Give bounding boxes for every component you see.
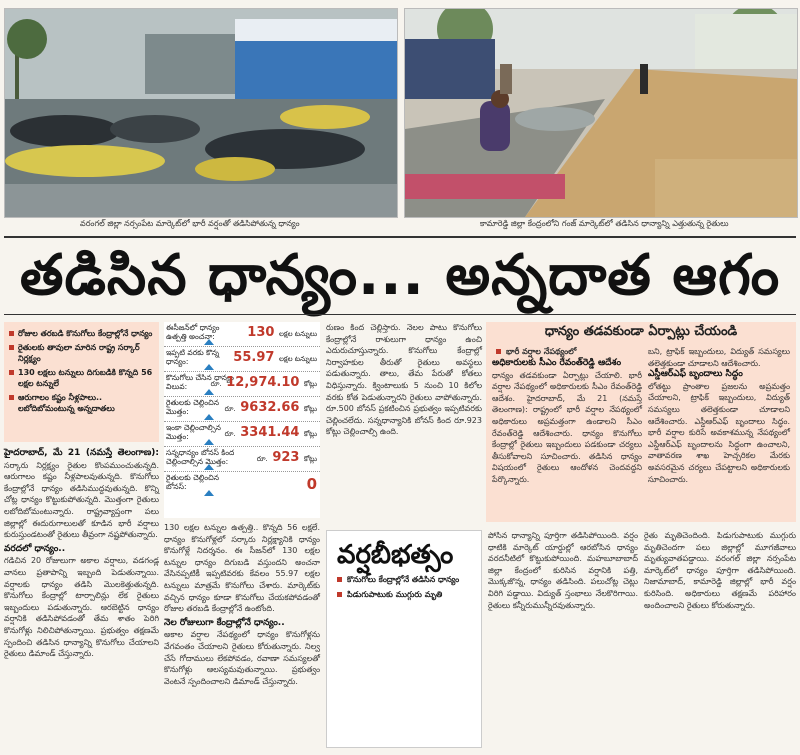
triangle-icon: [204, 364, 214, 370]
article-text: లోతట్టు ప్రాంతాల ప్రజలను అప్రమత్తం చేయాలని, ట్రాఫిక్ ఇబ్బందులు, విద్యుత్ సమస్యలు తలెత్తకుండా చూడాలని ఆదేశించారు. ఎస్డీఆర్ఎఫ్ బృందాలు సిద్ధం. భారీ వర్షాల కురిసే అవకాశమున్న నేపథ్యంలో ఎస్డీఆర్ఎఫ్ బృందాలను సిద్ధంగా ఉంచాలని, వాతావరణ శాఖ హెచ్చరికల మేరకు అవసరమైన చర్యలు చేపట్టాలని అధికారులకు సూచించారు.: [648, 381, 790, 484]
triangle-icon: [204, 464, 214, 470]
stat-row: [164, 372, 320, 397]
highlight-item: ఆరుగాలం కష్టం నీళ్లపాలు.. లబోదిబోమంటున్న అన్నదాతలు: [8, 392, 155, 414]
photo-caption-1: వరంగల్ జిల్లా నర్సంపేట మార్కెట్‌లో భారీ వర్షంతో తడిసిపోతున్న ధాన్యం: [80, 219, 300, 228]
headline: తడిసిన ధాన్యం... అన్నదాత ఆగం: [19, 243, 781, 308]
stat-label: రైతులకు చెల్లించిన మొత్తం:: [166, 398, 220, 416]
highlight-item: రైతులకు తావులా మారిన రాష్ట్ర సర్కార్ నిర్లక్ష్యం: [8, 342, 155, 364]
subheading-flood: వరదలో ధాన్యం..: [4, 543, 66, 554]
stat-value: రూ. 3341.44 కోట్లు: [224, 425, 317, 440]
photo-farmers-collecting-grain: [404, 8, 798, 218]
highlights-box: [4, 322, 159, 442]
triangle-icon: [204, 339, 214, 345]
stat-value: 130 లక్షల టన్నులు: [247, 325, 317, 340]
article-text: 130 లక్షల టన్నుల ఉత్పత్తి.. కొన్నది 56 లక్షలే. ధాన్యం కొనుగోళ్లలో సర్కారు నిర్లక్ష్యానికి ధాన్యం కొనుగోళ్లే నిదర్శనం. ఈ సీజన్‌లో 130 లక్షల టన్నుల ధాన్యం దిగుబడి వస్తుందని అంచనా వేసినప్పటికీ ఇప్పటివరకు కేవలం 55.97 లక్షల టన్నులు మాత్రమే కొనుగోలు చేశారు. మార్కెట్‌కు వచ్చిన ధాన్యం కూడా కొనుగోలు చేయకపోవడంతో రోజుల తరబడి కేంద్రాల్లోనే ఉంటోంది.: [164, 523, 320, 614]
photo-market-scene: [5, 9, 397, 217]
stat-value: 55.97 లక్షల టన్నులు: [233, 350, 317, 365]
stat-row: [164, 422, 320, 447]
triangle-icon: [204, 414, 214, 420]
stat-value: 0: [306, 475, 317, 493]
photo-ganj-market-scene: [405, 9, 797, 217]
stat-row: [164, 472, 320, 497]
stat-label: ఇంకా చెల్లించాల్సిన మొత్తం:: [166, 423, 221, 441]
stat-value: రూ. 9632.66 కోట్లు: [224, 400, 317, 415]
cm-directive-title: ధాన్యం తడవకుండా ఏర్పాట్లు చేయండి: [544, 324, 738, 339]
stat-row: [164, 322, 320, 347]
article-text: రైతు మృతిచెందింది. పిడుగుపాటుకు ముగ్గురు మృతిచెందగా పలు జిల్లాల్లో మూగజీవాలు మృత్యువాతపడ్డాయి. వరంగల్ జిల్లా నర్సంపేట మార్కెట్‌లో ధాన్యం పూర్తిగా తడిసిపోయింది. నిజామాబాద్, కామారెడ్డి జిల్లాల్లో భారీ వర్షం కురిసింది. అధికారులు తక్షణమే పరిహారం అందించాలని రైతులు కోరుతున్నారు.: [644, 531, 796, 610]
stat-label: ఈసీజన్‌లో ధాన్యం ఉత్పత్తి అంచనా:: [166, 323, 220, 341]
divider-top: [4, 236, 796, 238]
photo-wet-grain-market: [4, 8, 398, 218]
stat-row: [164, 397, 320, 422]
photo-caption-2: కామారెడ్డి జిల్లా కేంద్రంలోని గంజ్ మార్కెట్‌లో తడిసిన ధాన్యాన్ని ఎత్తుతున్న రైతులు: [480, 219, 729, 228]
rain-havoc-bullet: పిడుగుపాటుకు ముగ్గురు మృతి: [333, 589, 475, 601]
rain-havoc-bullet: కొనుగోలు కేంద్రాల్లోనే తడిసిన ధాన్యం: [333, 574, 475, 586]
stat-label: ఇప్పటి వరకు కొన్న ధాన్యం:: [166, 348, 220, 366]
article-text: పోసిన ధాన్యాన్ని పూర్తిగా తడిసిపోయింది. వర్షం ధాటికి మార్కెట్ యార్డుల్లో ఆరబోసిన ధాన్యం వరదనీటిలో కొట్టుకుపోయింది. మహబూబాబాద్ జిల్లా కేంద్రంలో కురిసిన వర్షానికి పత్తి, మొక్కజొన్న, ధాన్యం తడిసింది. పలుచోట్ల చెట్లు విరిగి పడ్డాయి. విద్యుత్ స్తంభాలు నేలకొరిగాయి. రైతులు కన్నీరుమున్నీరవుతున్నారు.: [488, 531, 638, 610]
stat-label: సన్నధాన్యం బోనస్ కింద చెల్లించాల్సిన మొత్తం:: [166, 448, 235, 466]
cm-directive-subhead: అధికారులకు సీఎం రేవంత్‌రెడ్డి ఆదేశం: [492, 358, 622, 368]
article-column-4: [488, 530, 638, 611]
article-text: ధాన్యం తడవకుండా ఏర్పాట్లు చేయాలి. భారీ వర్షాల నేపథ్యంలో అధికారులకు సీఎం రేవంత్‌రెడ్డి ఆదేశం. హైదరాబాద్, మే 21 (నమస్తే తెలంగాణ): రాష్ట్రంలో భారీ వర్షాల నేపథ్యంలో అధికారులు అప్రమత్తంగా ఉండాలని సీఎం రేవంత్‌రెడ్డి ఆదేశించారు. ధాన్యం కొనుగోలు కేంద్రాల్లో రైతులు ఇబ్బందులు పడకుండా చర్యలు తీసుకోవాలని సూచించారు. తడిసిన ధాన్యం విషయంలో రైతులు ఆందోళన చెందవద్దని పేర్కొన్నారు.: [492, 370, 642, 484]
stat-label: రైతులకు చెల్లించిన బోనస్:: [166, 473, 220, 491]
cm-directive-bullet: భారీ వర్షాల నేపథ్యంలో: [492, 346, 642, 358]
stat-label: కొనుగోలు చేసిన ధాన్యం విలువ:: [166, 373, 234, 391]
rain-havoc-title: వర్షబీభత్సం: [337, 540, 454, 570]
subheading-centres: నెల రోజులుగా కేంద్రాల్లోనే ధాన్యం..: [164, 617, 285, 628]
article-column-1: [4, 447, 159, 660]
article-text: అకాల వర్షాల నేపథ్యంలో ధాన్యం కొనుగోళ్లను వేగవంతం చేయాలని రైతులు కోరుతున్నారు. నిల్వ చేసే గోదాములు లేకపోవడం, రవాణా సమస్యలతో కొనుగోళ్లు ఆలస్యమవుతున్నాయి. ప్రభుత్వం వెంటనే స్పందించాలని డిమాండ్ చేస్తున్నారు.: [164, 630, 320, 686]
article-text: గడిచిన 20 రోజులుగా అకాల వర్షాలు, వడగండ్ల వానలు ప్రతాపాన్ని ఇబ్బంది పెడుతున్నాయి. వర్షాలకు ధాన్యం తడిసి మొలకెత్తుతున్నది. కొనుగోలు కేంద్రాల్లో టార్పాలిన్లు లేక రైతులు ఇబ్బందులు పడుతున్నారు. ఆరబెట్టిన ధాన్యం వర్షానికి తడిసిపోవడంతో తేమ శాతం పెరిగి కొనుగోళ్లు నిలిచిపోతున్నాయి. ప్రభుత్వం తక్షణమే స్పందించి తడిసిన ధాన్యాన్ని కొనుగోలు చేయాలని రైతులు డిమాండ్ చేస్తున్నారు.: [4, 556, 159, 659]
article-text: రుణం కింద చెల్లిస్తారు. నెలల పాటు కొనుగోలు కేంద్రాల్లోనే రాశులుగా ధాన్యం ఉంచి ఎదురుచూస్తున్నారు. కొనుగోలు కేంద్రాల్లో నిర్వాహకుల తీరుతో రైతులు అవస్థలు పడుతున్నారు. తాలు, తేమ పేరుతో కోతలు విధిస్తున్నారు. క్వింటాలుకు 5 నుంచి 10 కిలోల వరకు కోత పెడుతున్నారని రైతులు వాపోతున్నారు. రూ.500 బోనస్ ప్రకటించిన ప్రభుత్వం ఇప్పటివరకు చెల్లించలేదు. సన్నధాన్యానికి బోనస్ కింద రూ.923 కోట్లు చెల్లించాల్సి ఉంది.: [326, 323, 482, 437]
dateline: హైదరాబాద్, మే 21 (నమస్తే తెలంగాణ):: [4, 448, 159, 458]
stat-row: [164, 347, 320, 372]
triangle-icon: [204, 439, 214, 445]
highlight-item: 130 లక్షలు టన్నులు దిగుబడికి కొన్నది 56 లక్షల టన్నులే: [8, 367, 155, 389]
divider-headline: [4, 314, 796, 315]
triangle-icon: [204, 490, 214, 496]
article-text: బని, ట్రాఫిక్ ఇబ్బందులు, విద్యుత్ సమస్యలు తలెత్తకుండా చూడాలని ఆదేశించారు.: [648, 347, 790, 368]
stat-value: రూ. 923 కోట్లు: [256, 450, 317, 465]
sdrf-subhead: ఎస్డీఆర్ఎఫ్ బృందాలు సిద్ధం: [648, 369, 743, 380]
cm-directive-left: [492, 346, 642, 486]
highlight-item: రోజుల తరబడి కొనుగోలు కేంద్రాల్లోనే ధాన్యం: [8, 328, 155, 339]
article-column-3: [326, 322, 482, 438]
triangle-icon: [204, 389, 214, 395]
article-column-5: [644, 530, 796, 611]
stat-row: [164, 447, 320, 472]
stats-box: [164, 322, 320, 518]
article-column-2: [164, 522, 320, 687]
article-text: సర్కారు నిర్లక్ష్యం రైతుల కొంపముంచుతున్నది. ఆరుగాలం కష్టం నీళ్లపాలవుతున్నది. కొనుగోలు కేంద్రాల్లోనే ధాన్యం తడిసిముద్దవుతున్నది. కొన్ని చోట్ల ధాన్యం కొట్టుకుపోతున్నది. మొత్తంగా రైతులు లబోదిబోమంటున్నారు. రాష్ట్రవ్యాప్తంగా పలు జిల్లాల్లో ఈదురుగాలులతో కూడిన భారీ వర్షాలు కురుస్తుండటంతో రైతులు తీవ్రంగా నష్టపోతున్నారు.: [4, 460, 159, 540]
stat-value: రూ. 12,974.10 కోట్లు: [210, 375, 317, 390]
cm-directive-right: [648, 346, 790, 485]
cm-directive-box: [486, 322, 796, 522]
rain-havoc-box: [326, 530, 482, 748]
